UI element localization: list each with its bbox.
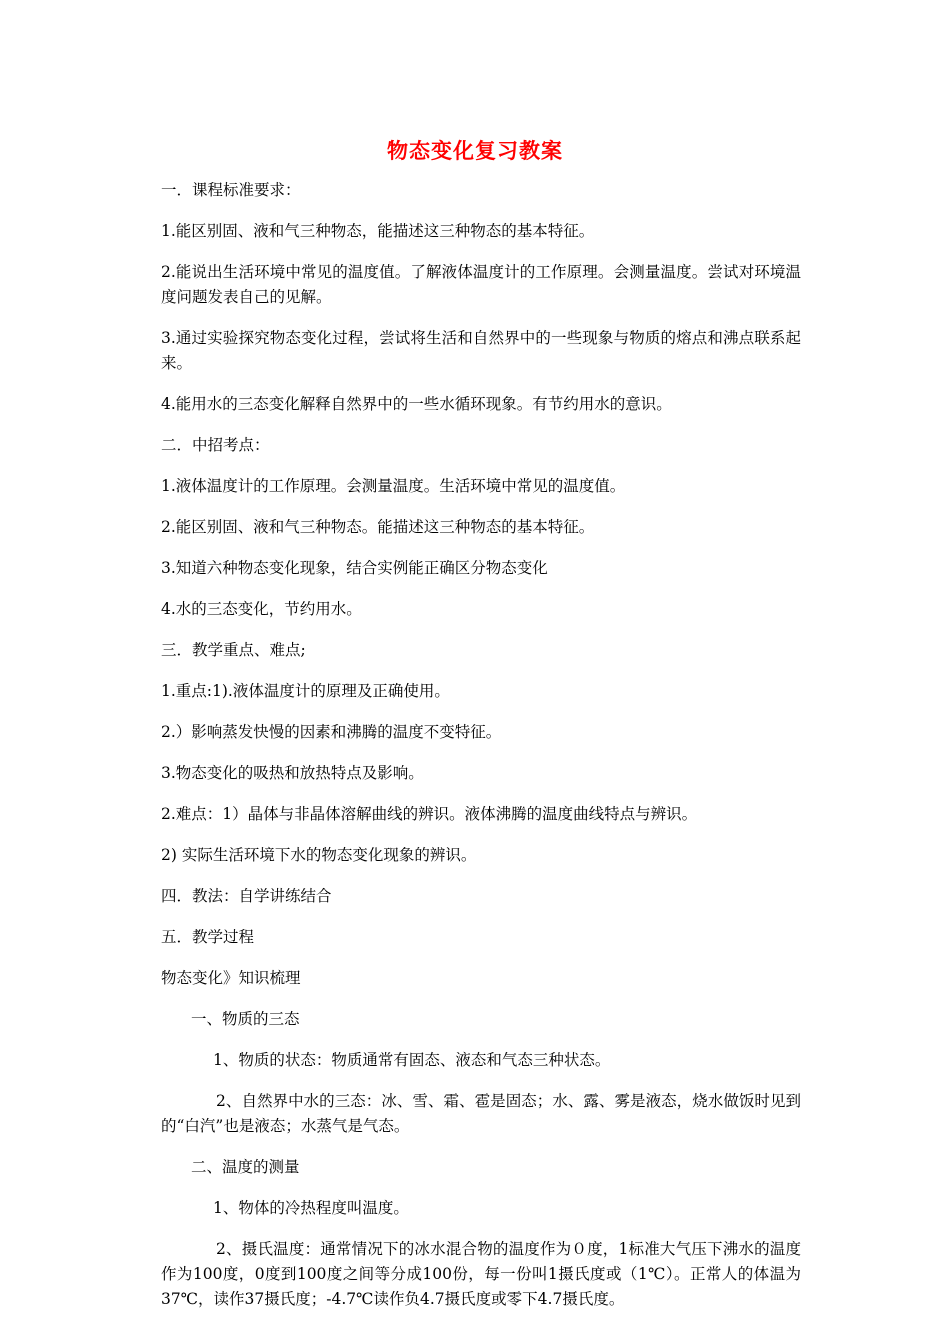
paragraph: 2) 实际生活环境下水的物态变化现象的辨识。 [161, 846, 477, 864]
paragraph: 4.能用水的三态变化解释自然界中的一些水循环现象。有节约用水的意识。 [161, 395, 672, 413]
section-heading-method: 四．教法：自学讲练结合 [161, 887, 332, 905]
paragraph: 物态变化》知识梳理 [161, 969, 301, 987]
section-heading-exam-points: 二．中招考点： [161, 436, 270, 454]
subheading-three-states: 一、物质的三态 [191, 1010, 300, 1028]
paragraph: 2、自然界中水的三态：冰、雪、霜、雹是固态；水、露、雾是液态，烧水做饭时见到的“白汽”也是液态；水蒸气是气态。 [161, 1092, 801, 1135]
paragraph: 1、物质的状态：物质通常有固态、液态和气态三种状态。 [213, 1051, 611, 1069]
paragraph: 1.重点:1).液体温度计的原理及正确使用。 [161, 682, 450, 700]
section-heading-process: 五．教学过程 [161, 928, 255, 946]
paragraph: 3.知道六种物态变化现象，结合实例能正确区分物态变化 [161, 559, 548, 577]
paragraph: 2.难点：1）晶体与非晶体溶解曲线的辨识。液体沸腾的温度曲线特点与辨识。 [161, 805, 698, 823]
paragraph: 1.能区别固、液和气三种物态，能描述这三种物态的基本特征。 [161, 222, 595, 240]
section-heading-key-points: 三．教学重点、难点; [161, 641, 306, 659]
paragraph: 4.水的三态变化，节约用水。 [161, 600, 362, 618]
paragraph: 2、摄氏温度：通常情况下的冰水混合物的温度作为０度，1标准大气压下沸水的温度作为100度，0度到100度之间等分成100份，每一份叫1摄氏度或（1℃）。正常人的体温为37℃，读作37摄氏度；-4.7℃读作负4.7摄氏度或零下4.7摄氏度。 [161, 1240, 801, 1308]
paragraph: 2.能区别固、液和气三种物态。能描述这三种物态的基本特征。 [161, 518, 595, 536]
paragraph: 3.通过实验探究物态变化过程，尝试将生活和自然界中的一些现象与物质的熔点和沸点联系起来。 [161, 329, 801, 372]
paragraph: 2.能说出生活环境中常见的温度值。了解液体温度计的工作原理。会测量温度。尝试对环境温度问题发表自己的见解。 [161, 263, 801, 306]
subheading-temperature: 二、温度的测量 [191, 1158, 300, 1176]
document-body [161, 178, 801, 1328]
paragraph: 3.物态变化的吸热和放热特点及影响。 [161, 764, 424, 782]
paragraph: 1、物体的冷热程度叫温度。 [213, 1199, 409, 1217]
paragraph: 1.液体温度计的工作原理。会测量温度。生活环境中常见的温度值。 [161, 477, 626, 495]
paragraph: 2.）影响蒸发快慢的因素和沸腾的温度不变特征。 [161, 723, 502, 741]
section-heading-standards: 一．课程标准要求： [161, 181, 301, 199]
document-title: 物态变化复习教案 [387, 138, 563, 163]
